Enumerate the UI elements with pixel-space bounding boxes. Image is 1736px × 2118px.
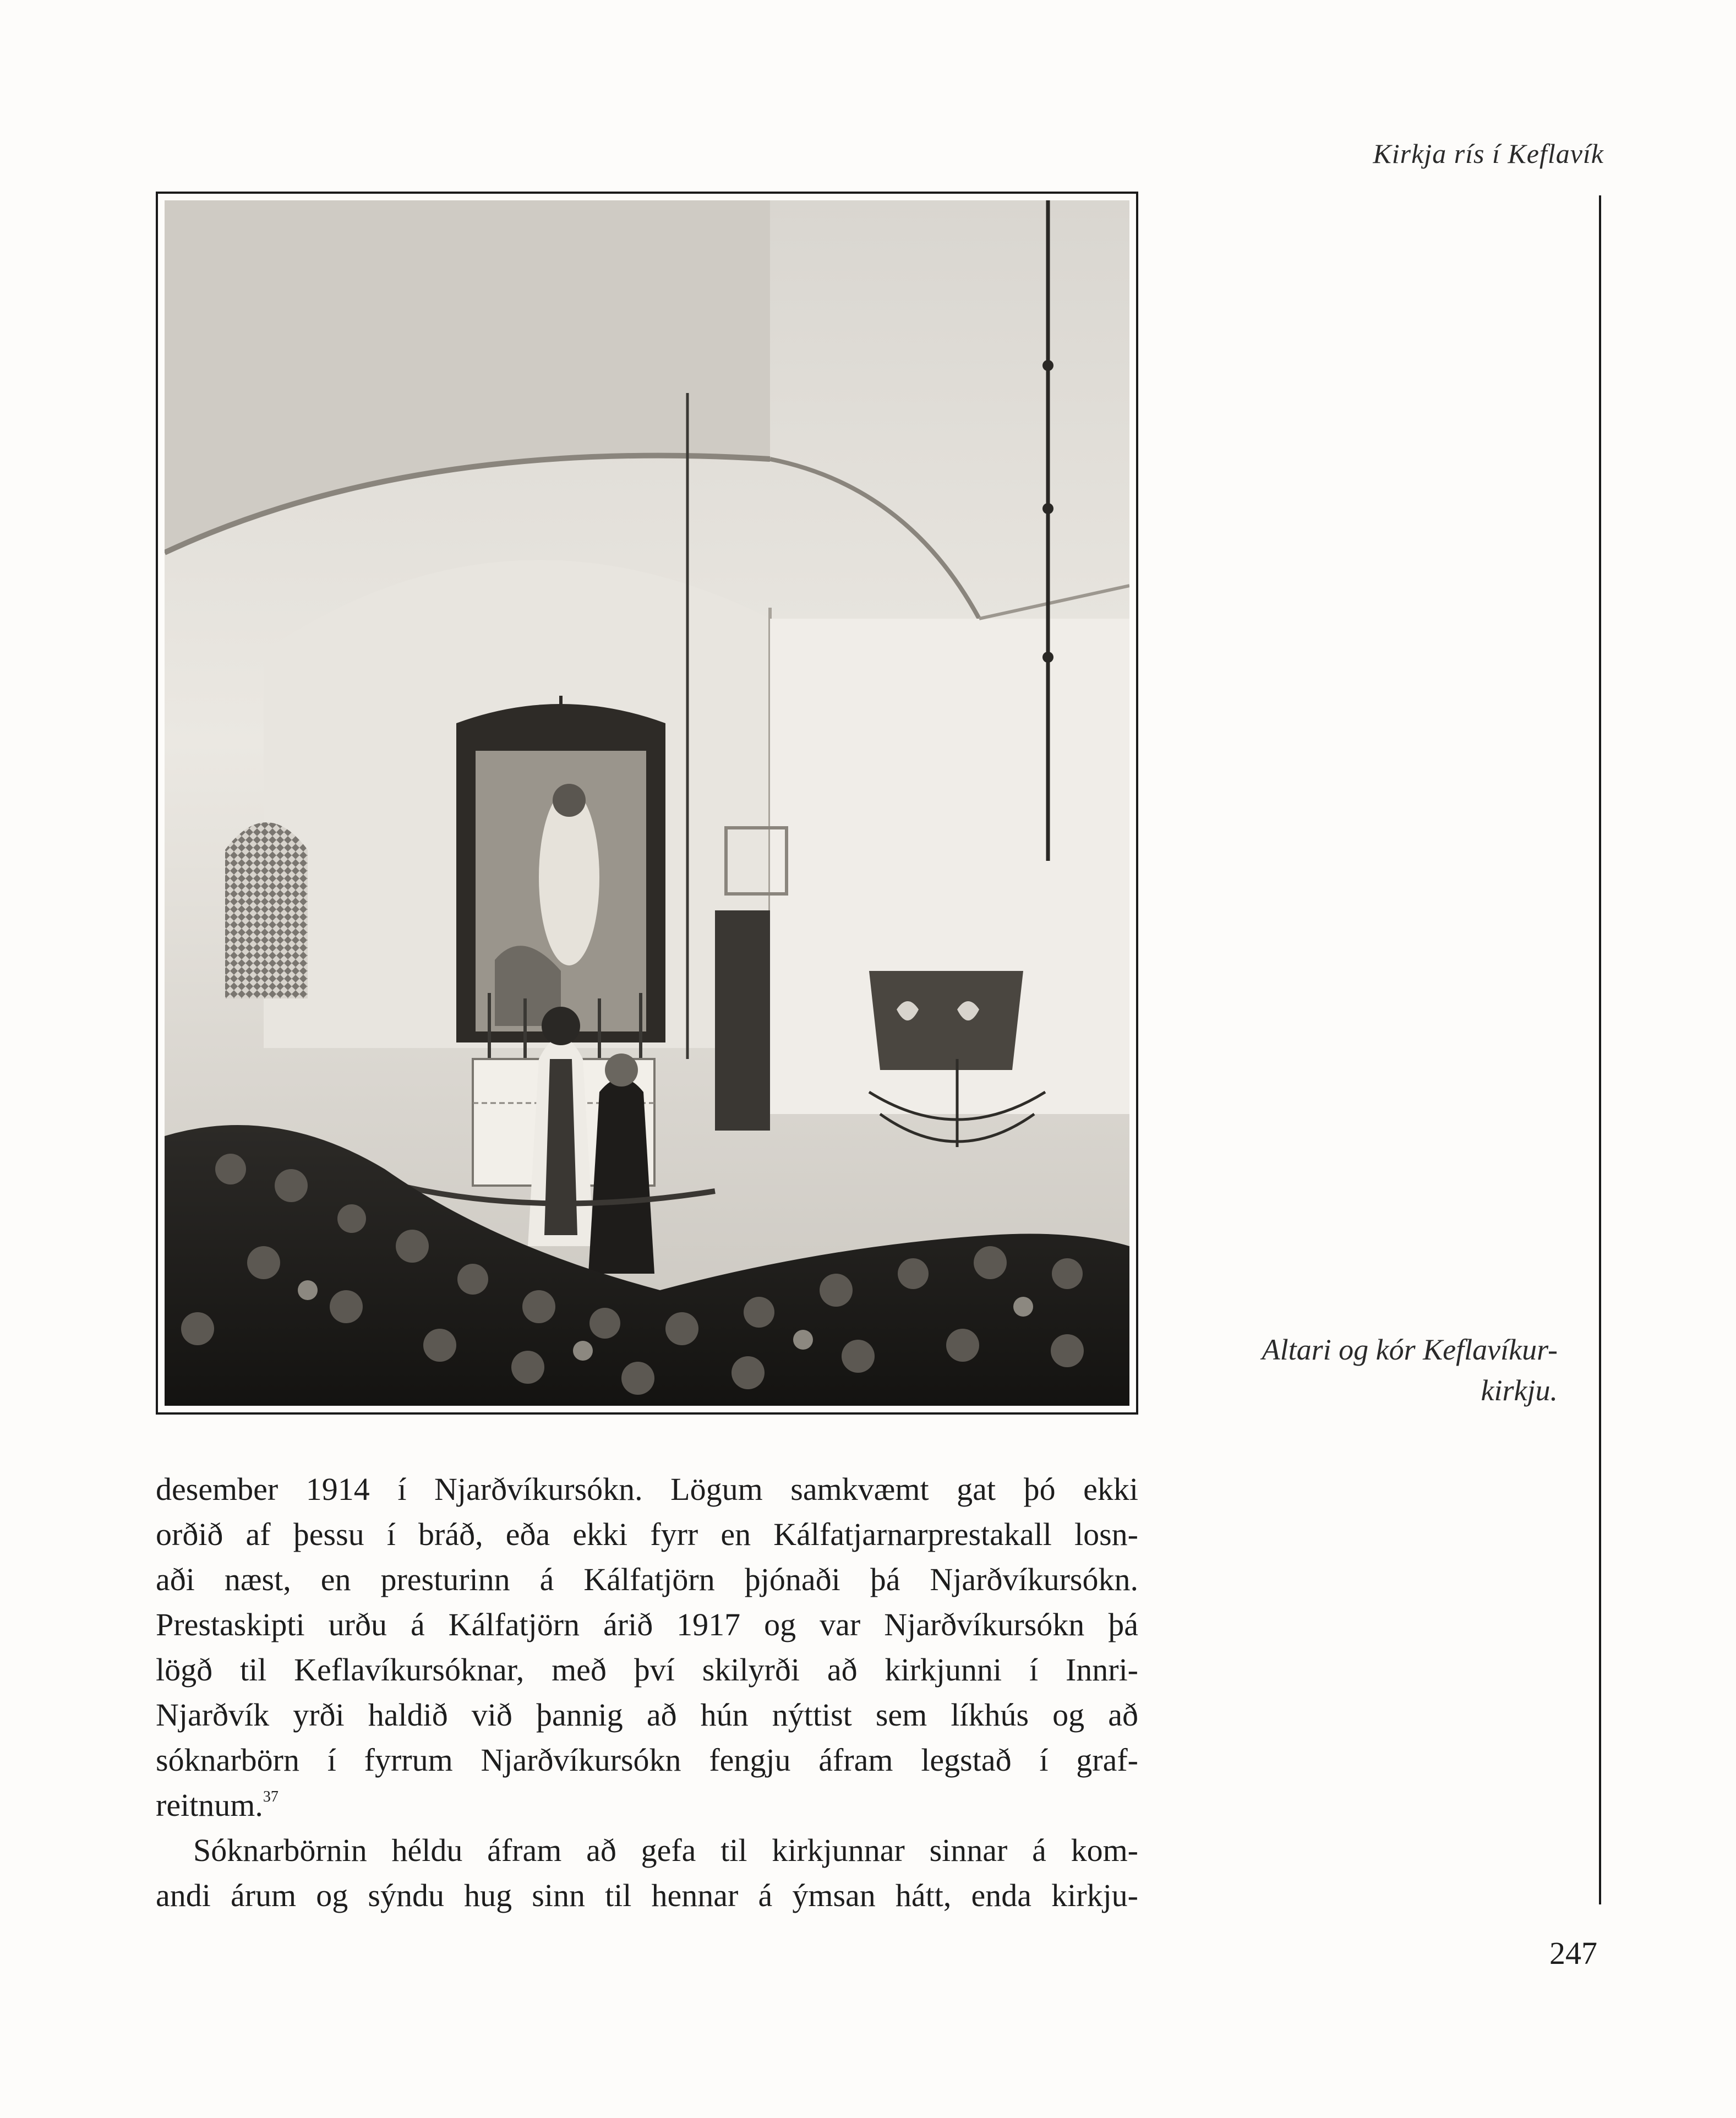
- photo-frame: [156, 192, 1138, 1415]
- photo-caption: [1200, 1329, 1558, 1411]
- body-text: [156, 1467, 1138, 1918]
- text-line: sóknarbörn í fyrrum Njarðvíkursókn fengju áfram legstað í graf-: [156, 1742, 1138, 1778]
- text-line: andi árum og sýndu hug sinn til hennar á ýmsan hátt, enda kirkju-: [156, 1877, 1138, 1913]
- text-line: aði næst, en presturinn á Kálfatjörn þjónaði þá Njarðvíkursókn.: [156, 1562, 1138, 1597]
- text-line: Sóknarbörnin héldu áfram að gefa til kirkjunnar sinnar á kom-: [193, 1832, 1138, 1868]
- page-number: 247: [1549, 1935, 1597, 1971]
- running-head: Kirkja rís í Keflavík: [1373, 138, 1604, 169]
- text-line: Prestaskipti urðu á Kálfatjörn árið 1917 og var Njarðvíkursókn þá: [156, 1607, 1138, 1642]
- text-line: orðið af þessu í bráð, eða ekki fyrr en Kálfatjarnarprestakall losn-: [156, 1516, 1138, 1552]
- margin-rule: [1599, 195, 1601, 1904]
- footnote-reference[interactable]: 37: [263, 1788, 279, 1805]
- church-interior-photo: [165, 200, 1129, 1406]
- caption-line: Altari og kór Keflavíkur-: [1262, 1333, 1558, 1366]
- text-fragment: reitnum.: [156, 1787, 263, 1823]
- text-line: desember 1914 í Njarðvíkursókn. Lögum samkvæmt gat þó ekki: [156, 1471, 1138, 1507]
- text-line: Njarðvík yrði haldið við þannig að hún nýttist sem líkhús og að: [156, 1697, 1138, 1733]
- text-line-with-footnote: [156, 1783, 1138, 1828]
- caption-line: kirkju.: [1481, 1374, 1558, 1407]
- text-line: lögð til Keflavíkursóknar, með því skilyrði að kirkjunni í Innri-: [156, 1652, 1138, 1688]
